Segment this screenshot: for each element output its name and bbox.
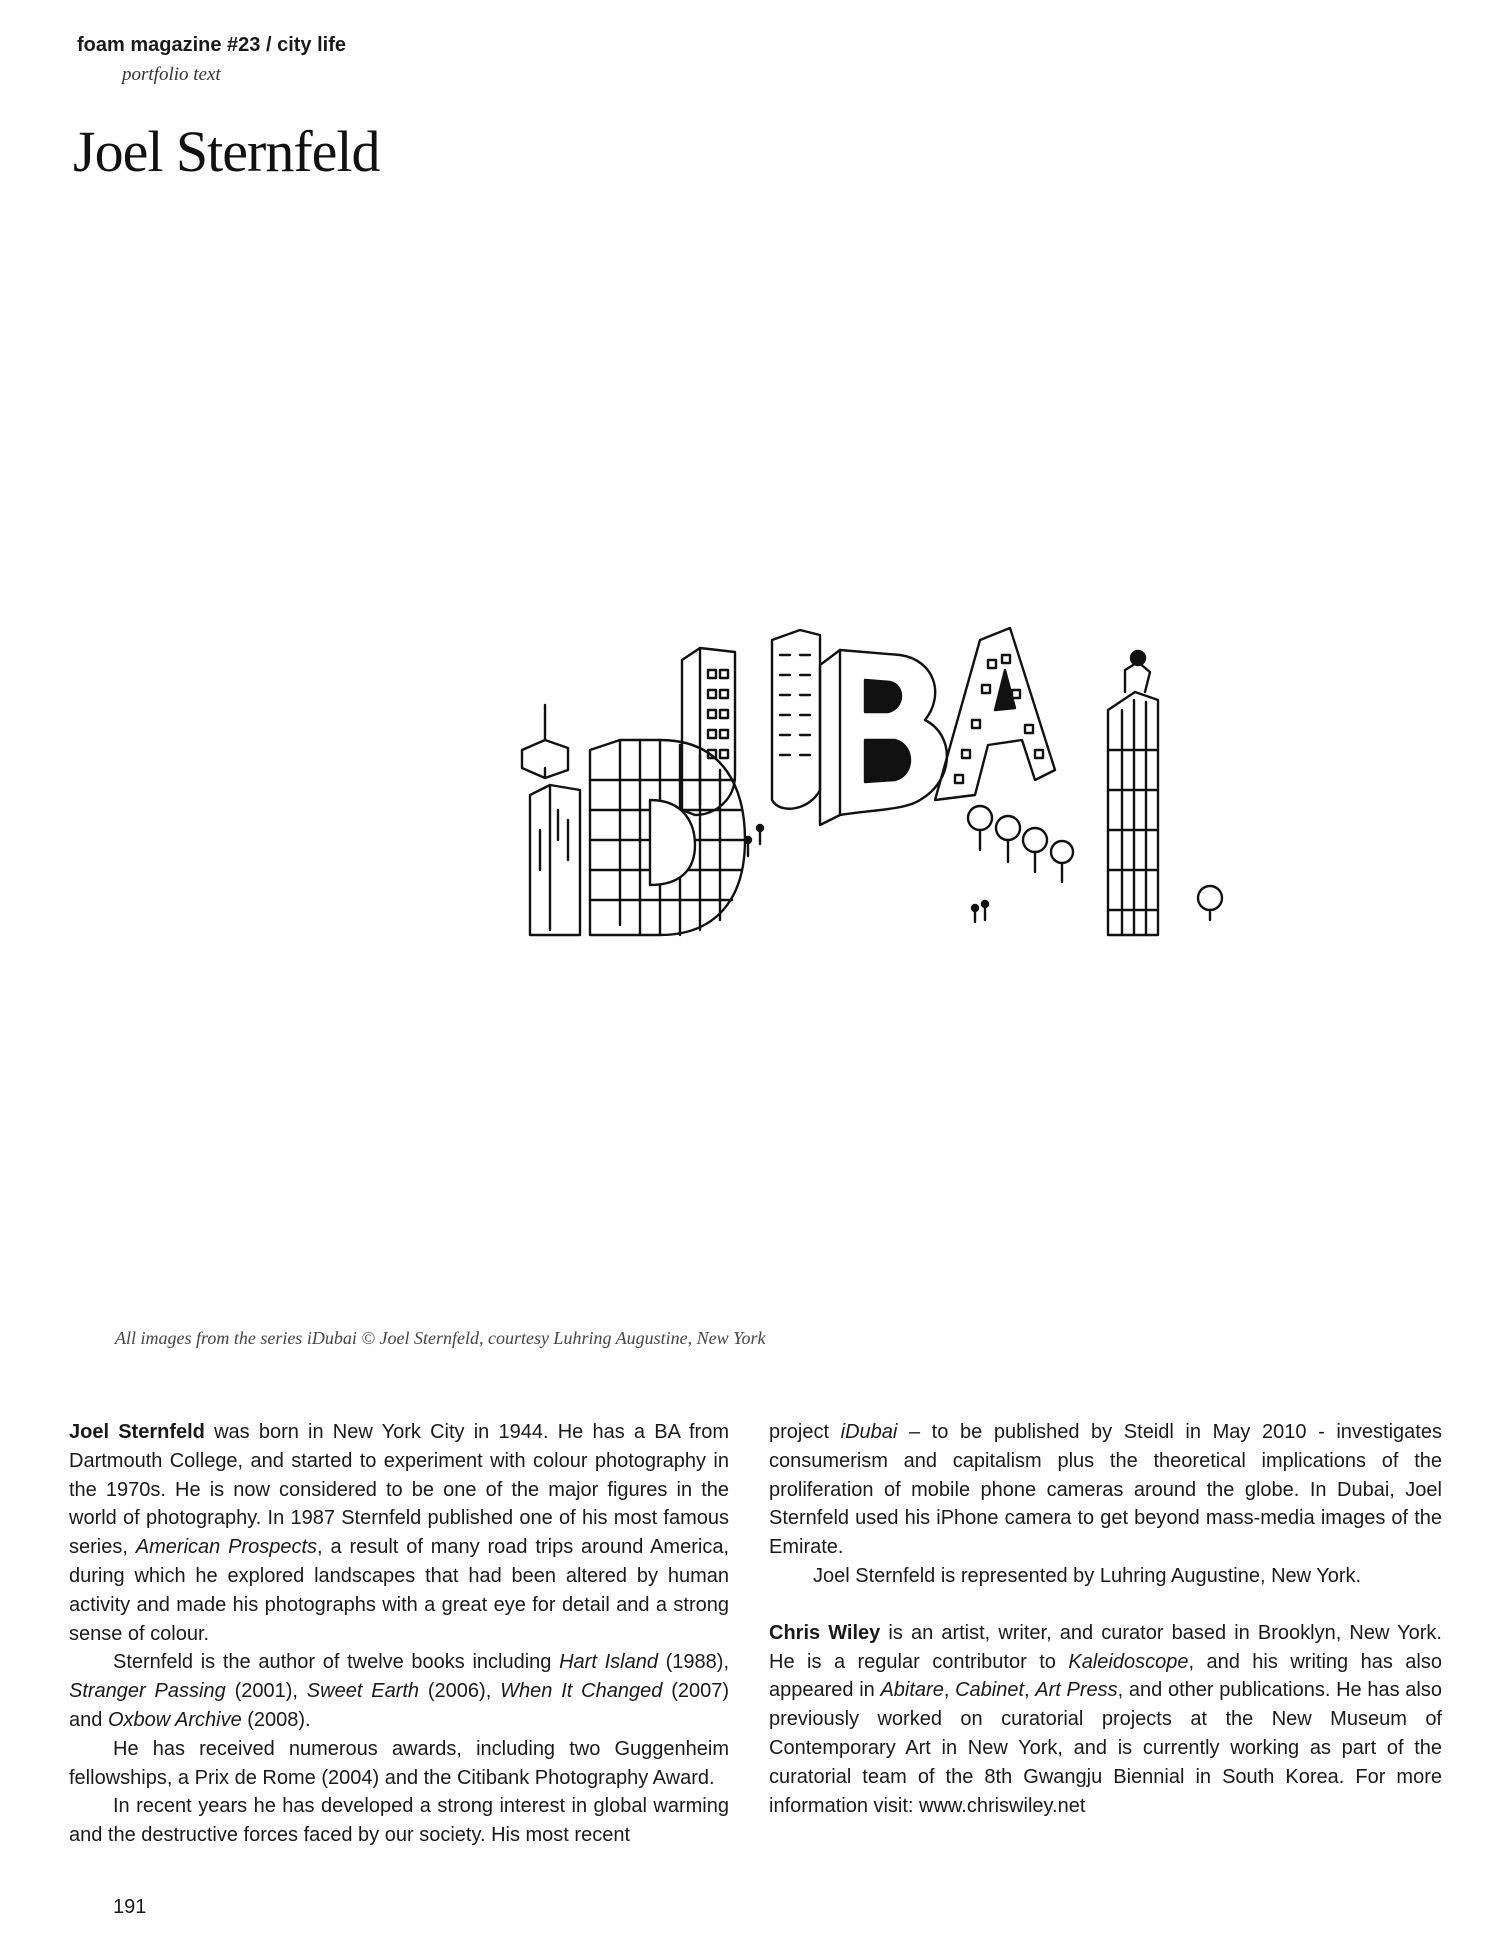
section-label: portfolio text: [122, 64, 221, 85]
u-tower-icon: [682, 630, 820, 815]
text-span: , and his writing has also appeared in: [769, 1650, 1442, 1702]
text-span: , and other publications. He has also previously worked on curatorial projects at the New Museum of Contemporary Art in New York, and is currently working as part of the curatorial team of the 8th Gwangju Biennial in South Korea. For more information visit: www.chriswiley.net: [769, 1679, 1442, 1817]
bio-paragraph-2: [69, 1648, 729, 1734]
right-text-column: [769, 1418, 1442, 1820]
people-icons: [745, 825, 988, 922]
publication-title: Art Press: [1035, 1679, 1118, 1702]
text-span: is an artist, writer, and curator based in Brooklyn, New York. He is a regular contributor to: [769, 1621, 1442, 1673]
tree-icons: [968, 806, 1222, 920]
book-title: Sweet Earth: [306, 1680, 420, 1703]
author-name: Chris Wiley: [769, 1621, 881, 1644]
magazine-label: foam magazine #23 / city life: [77, 34, 346, 56]
d-building-icon: [590, 740, 745, 935]
bio-paragraph-3: He has received numerous awards, including two Guggenheim fellowships, a Prix de Rome (2004) and the Citibank Photography Award.: [69, 1737, 729, 1789]
text-span: project: [769, 1421, 841, 1443]
book-title: American Prospects: [135, 1536, 318, 1559]
artist-name: Joel Sternfeld: [69, 1421, 205, 1443]
publication-title: Kaleidoscope: [1068, 1650, 1189, 1673]
i-tower-icon: [522, 705, 580, 935]
b-building-icon: [820, 650, 947, 825]
page-title: Joel Sternfeld: [73, 119, 380, 184]
text-span: ,: [1024, 1679, 1036, 1702]
author-bio-paragraph: [769, 1619, 1442, 1821]
bio-paragraph-4: In recent years he has developed a strong interest in global warming and the destructive forces faced by our society. His most recent: [69, 1795, 729, 1847]
text-span: was born in New York City in 1944. He has a BA from Dartmouth College, and started to experiment with colour photography in the 1970s. He is now considered to be one of the major figures in the world of photography. In 1987 Sternfeld published one of his most famous series,: [69, 1421, 729, 1559]
representation-paragraph: Joel Sternfeld is represented by Luhring Augustine, New York.: [813, 1564, 1362, 1587]
text-span: (1988),: [657, 1651, 729, 1674]
text-span: (2008).: [241, 1708, 311, 1731]
text-span: – to be published by Steidl in May 2010 - investigates consumerism and capitalism plus the theoretical implications of the proliferation of mobile phone cameras around the globe. In Dubai, Joel Sternfeld used his iPhone camera to get beyond mass-media images of the Emirate.: [769, 1421, 1442, 1559]
i-right-tower-icon: [1108, 651, 1158, 935]
text-span: (2001),: [225, 1680, 307, 1703]
text-span: (2006),: [419, 1680, 501, 1703]
image-caption: All images from the series iDubai © Joel Sternfeld, courtesy Luhring Augustine, New York: [115, 1328, 766, 1348]
a-building-icon: [935, 628, 1055, 800]
book-title: Stranger Passing: [69, 1680, 226, 1703]
page-number: 191: [113, 1896, 147, 1918]
bio-paragraph-1: [69, 1418, 729, 1648]
project-title: iDubai: [840, 1421, 898, 1443]
text-span: (2007) and: [69, 1680, 730, 1731]
text-span: Sternfeld is the author of twelve books including: [113, 1651, 560, 1674]
sketch-idubai-skyline-icon: [510, 600, 1240, 940]
left-text-column: [69, 1418, 729, 1850]
publication-title: Abitare: [880, 1679, 944, 1702]
publication-title: Cabinet: [955, 1679, 1025, 1702]
book-title: When It Changed: [500, 1680, 663, 1703]
bio-paragraph-5: [769, 1418, 1442, 1562]
book-title: Oxbow Archive: [107, 1708, 242, 1731]
book-title: Hart Island: [559, 1651, 658, 1674]
text-span: , a result of many road trips around America, during which he explored landscapes that had been altered by human activity and made his photographs with a great eye for detail and a strong sense of colour.: [69, 1536, 729, 1645]
text-span: ,: [943, 1679, 956, 1702]
